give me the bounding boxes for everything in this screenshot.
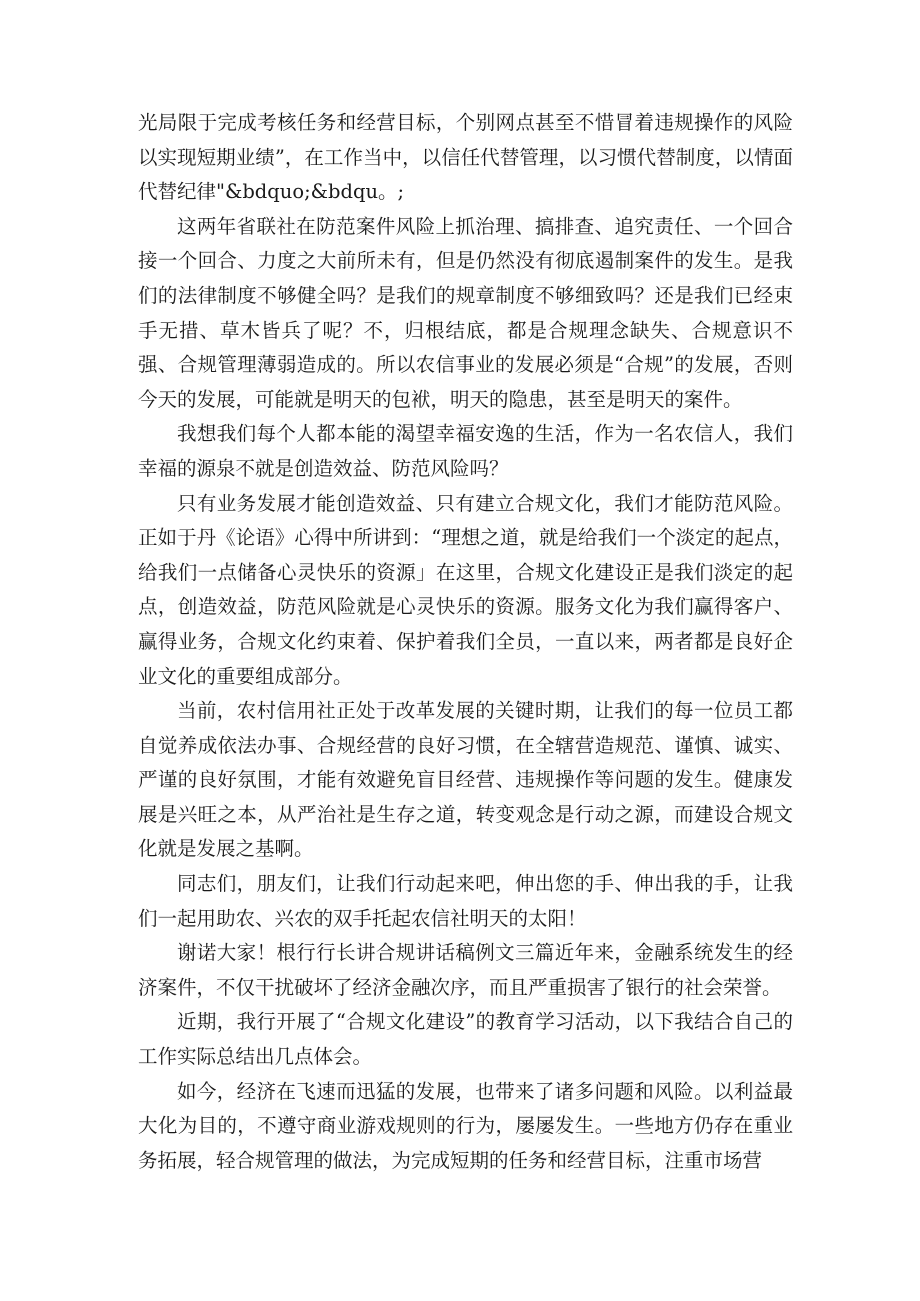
paragraph-4: 只有业务发展才能创造效益、只有建立合规文化，我们才能防范风险。正如于丹《论语》心得中所讲到：“理想之道，就是给我们一个淡定的起点，给我们一点储备心灵快乐的资源」在这里，合规文化建设正是我们淡定的起点，创造效益，防范风险就是心灵快乐的资源。服务文化为我们赢得客户、赢得业务，合规文化约束着、保护着我们全员，一直以来，两者都是良好企业文化的重要组成部分。 [138, 491, 793, 688]
paragraph-1: 光局限于完成考核任务和经营目标，个别网点甚至不惜冒着违规操作的风险以实现短期业绩”，在工作当中，以信任代替管理，以习惯代替制度，以情面代替纪律"&bdquo;&bdqu。; [138, 111, 793, 204]
paragraph-8: 近期，我行开展了“合规文化建设”的教育学习活动，以下我结合自己的工作实际总结出几点体会。 [138, 1010, 793, 1069]
paragraph-3: 我想我们每个人都本能的渴望幸福安逸的生活，作为一名农信人，我们幸福的源泉不就是创造效益、防范风险吗？ [138, 422, 793, 480]
paragraph-6: 同志们，朋友们，让我们行动起来吧，伸出您的手、伸出我的手，让我们一起用助农、兴农的双手托起农信社明天的太阳！ [138, 872, 793, 930]
paragraph-7: 谢诺大家！根行行长讲合规讲话稿例文三篇近年来，金融系统发生的经济案件，不仅干扰破坏了经济金融次序，而且严重损害了银行的社会荣誉。 [138, 941, 793, 999]
document-page [138, 106, 793, 1178]
paragraph-2: 这两年省联社在防范案件风险上抓治理、搞排查、追究责任、一个回合接一个回合、力度之大前所未有，但是仍然没有彻底遏制案件的发生。是我们的法律制度不够健全吗？是我们的规章制度不够细致吗？还是我们已经束手无措、草木皆兵了呢？不，归根结底，都是合规理念缺失、合规意识不强、合规管理薄弱造成的。所以农信事业的发展必须是“合规”的发展，否则今天的发展，可能就是明天的包袱，明天的隐患，甚至是明天的案件。 [138, 214, 793, 411]
paragraph-9: 如今，经济在飞速而迅猛的发展，也带来了诸多问题和风险。以利益最大化为目的，不遵守商业游戏规则的行为，屡屡发生。一些地方仍存在重业务拓展，轻合规管理的做法，为完成短期的任务和经营目标，注重市场营 [138, 1079, 793, 1172]
paragraph-5: 当前，农村信用社正处于改革发展的关键时期，让我们的每一位员工都自觉养成依法办事、合规经营的良好习惯，在全辖营造规范、谨慎、诚实、严谨的良好氛围，才能有效避免盲目经营、违规操作等问题的发生。健康发展是兴旺之本，从严治社是生存之道，转变观念是行动之源，而建设合规文化就是发展之基啊。 [138, 699, 793, 861]
